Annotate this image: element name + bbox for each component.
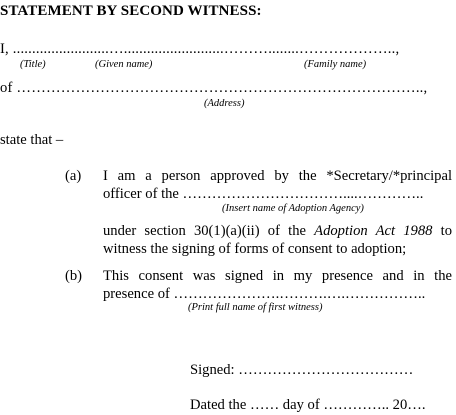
item-a-line-3-pre: under section 30(1)(a)(ii) of the [103,223,315,239]
item-b-line-1: This consent was signed in my presence and in the [103,268,452,284]
dated-line: Dated the …… day of ………….. 20…. [190,397,426,413]
caption-first-witness: (Print full name of first witness) [188,302,323,313]
item-b-label: (b) [65,268,83,284]
item-a-line-2: officer of the ……………………………....………….. [103,186,424,202]
item-a-paragraph [103,167,452,203]
caption-adoption-agency: (Insert name of Adoption Agency) [222,203,364,214]
witness-address-line: of ……………………………………………………………………….., [0,80,428,96]
caption-title: (Title) [20,59,46,70]
witness-name-line: I, .........................…..........................………........……………….., [0,41,400,57]
caption-address: (Address) [204,98,245,109]
item-a-line-3 [103,222,452,240]
item-a-paragraph-continued [103,222,452,258]
item-b-paragraph [103,267,452,303]
signed-line: Signed: ……………………………… [190,362,414,378]
item-a-label: (a) [65,168,82,184]
state-that-text: state that – [0,132,64,148]
adoption-act-title: Adoption Act 1988 [314,223,433,239]
caption-family-name: (Family name) [304,59,367,70]
item-a-line-1: I am a person approved by the *Secretary/*principal [103,168,452,184]
item-a-line-3-post: to [432,223,452,239]
item-a-line-4: witness the signing of forms of consent to adoption; [103,241,407,257]
item-b-line-2: presence of ………………….……….….…………….. [103,286,426,302]
caption-given-name: (Given name) [95,59,153,70]
statement-heading: STATEMENT BY SECOND WITNESS: [0,3,262,19]
